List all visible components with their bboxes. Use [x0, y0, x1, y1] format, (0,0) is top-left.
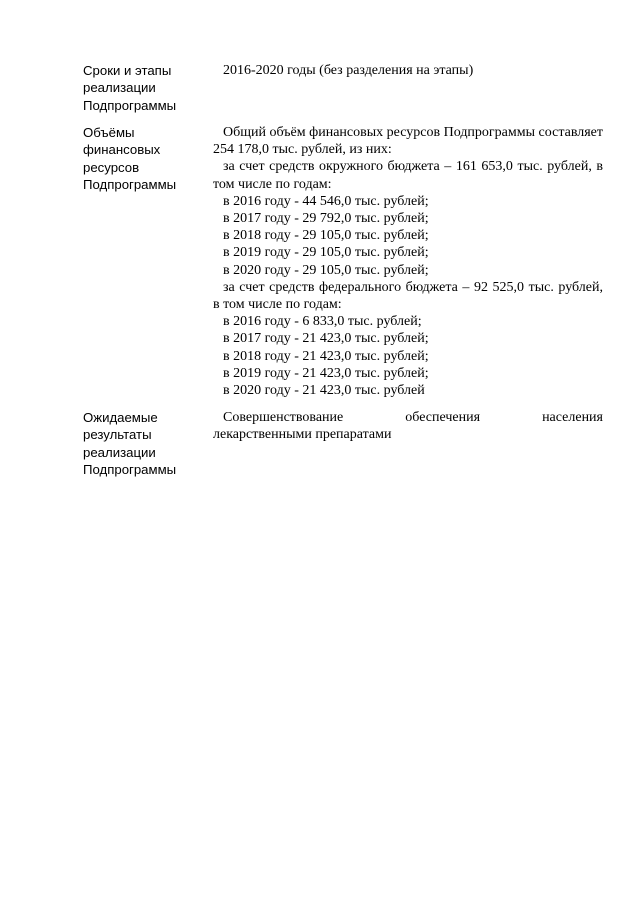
district-year-item: в 2019 году - 29 105,0 тыс. рублей;	[223, 245, 429, 261]
district-year-item: в 2017 году - 29 792,0 тыс. рублей;	[223, 211, 429, 227]
row-value-timeline	[213, 62, 603, 114]
row-label-funding	[83, 124, 213, 399]
label-line: реализации	[83, 444, 156, 460]
label-line: Подпрограммы	[83, 97, 177, 113]
federal-year-item: в 2020 году - 21 423,0 тыс. рублей	[223, 383, 425, 399]
label-line: реализации	[83, 80, 156, 96]
row-expected-results	[83, 409, 603, 478]
federal-year-item: в 2017 году - 21 423,0 тыс. рублей;	[223, 331, 429, 347]
row-funding	[83, 124, 603, 399]
federal-year-item: в 2019 году - 21 423,0 тыс. рублей;	[223, 365, 429, 381]
row-label-expected-results	[83, 409, 213, 478]
label-line: Подпрограммы	[83, 176, 177, 192]
district-year-item: в 2018 году - 29 105,0 тыс. рублей;	[223, 228, 429, 244]
label-line: ресурсов	[83, 159, 140, 175]
district-year-item: в 2020 году - 29 105,0 тыс. рублей;	[223, 262, 429, 278]
row-label-timeline	[83, 62, 213, 114]
label-line: финансовых	[83, 142, 161, 158]
funding-total: Общий объём финансовых ресурсов Подпрограммы составляет 254 178,0 тыс. рублей, из них:	[213, 125, 603, 158]
label-line: Ожидаемые	[83, 410, 158, 425]
row-value-expected-results	[213, 409, 603, 478]
federal-budget-intro: за счет средств федерального бюджета – 92 525,0 тыс. рублей, в том числе по годам:	[213, 279, 603, 313]
district-budget-intro: за счет средств окружного бюджета – 161 653,0 тыс. рублей, в том числе по годам:	[213, 159, 603, 192]
federal-year-item: в 2018 году - 21 423,0 тыс. рублей;	[223, 348, 429, 364]
federal-year-item: в 2016 году - 6 833,0 тыс. рублей;	[223, 314, 422, 330]
expected-results-line: Совершенствование обеспечения населения	[223, 410, 603, 425]
district-year-item: в 2016 году - 44 546,0 тыс. рублей;	[223, 193, 429, 209]
row-value-funding	[213, 124, 603, 399]
label-line: Объёмы	[83, 125, 135, 140]
label-line: Подпрограммы	[83, 461, 177, 477]
expected-results-line: лекарственными препаратами	[213, 427, 392, 443]
row-timeline	[83, 62, 603, 114]
label-line: результаты	[83, 427, 152, 443]
label-line: Сроки и этапы	[83, 63, 172, 78]
timeline-text: 2016-2020 годы (без разделения на этапы)	[223, 63, 474, 78]
